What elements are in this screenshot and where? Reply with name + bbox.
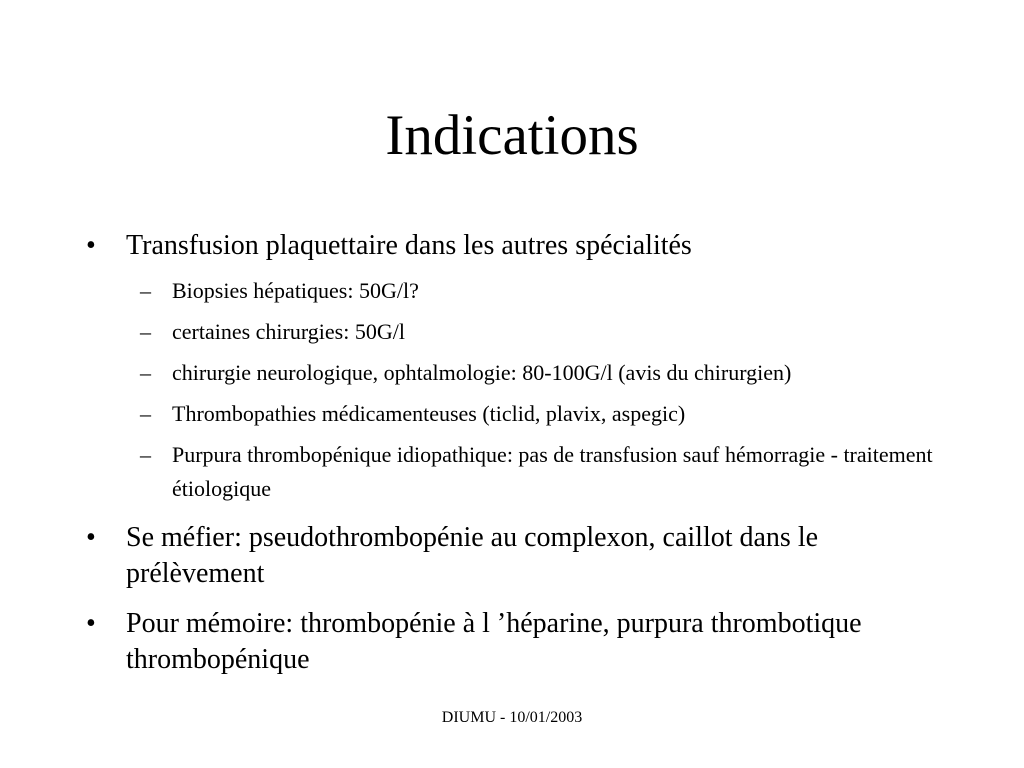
dash-icon: – (140, 278, 151, 303)
sub-bullet-list (86, 274, 946, 506)
dash-icon: – (140, 319, 151, 344)
bullet-text: Se méfier: pseudothrombopénie au complexon, caillot dans le prélèvement (126, 522, 819, 589)
sub-bullet-text: Biopsies hépatiques: 50G/l? (172, 278, 419, 303)
dash-icon: – (140, 360, 151, 385)
sub-bullet-item (86, 315, 946, 349)
bullet-text: Pour mémoire: thrombopénie à l ’héparine, purpura thrombotique thrombopénique (126, 608, 862, 675)
sub-bullet-item (86, 274, 946, 308)
bullet-item (86, 520, 946, 592)
sub-bullet-text: chirurgie neurologique, ophtalmologie: 80-100G/l (avis du chirurgien) (172, 360, 792, 385)
sub-bullet-text: Thrombopathies médicamenteuses (ticlid, plavix, aspegic) (172, 401, 686, 426)
slide-title: Indications (385, 104, 639, 167)
bullet-icon: • (86, 230, 96, 261)
sub-bullet-item (86, 356, 946, 390)
dash-icon: – (140, 401, 151, 426)
sub-bullet-text: Purpura thrombopénique idiopathique: pas de transfusion sauf hémorragie - traitement étiologique (172, 442, 933, 501)
bullet-item (86, 606, 946, 678)
bullet-item (86, 228, 946, 264)
dash-icon: – (140, 442, 151, 467)
sub-bullet-text: certaines chirurgies: 50G/l (172, 319, 405, 344)
sub-bullet-item (86, 397, 946, 431)
bullet-icon: • (86, 608, 96, 639)
bullet-text: Transfusion plaquettaire dans les autres spécialités (126, 230, 692, 261)
slide-body (86, 228, 946, 692)
slide-footer: DIUMU - 10/01/2003 (441, 709, 583, 726)
sub-bullet-item (86, 438, 946, 506)
bullet-icon: • (86, 522, 96, 553)
